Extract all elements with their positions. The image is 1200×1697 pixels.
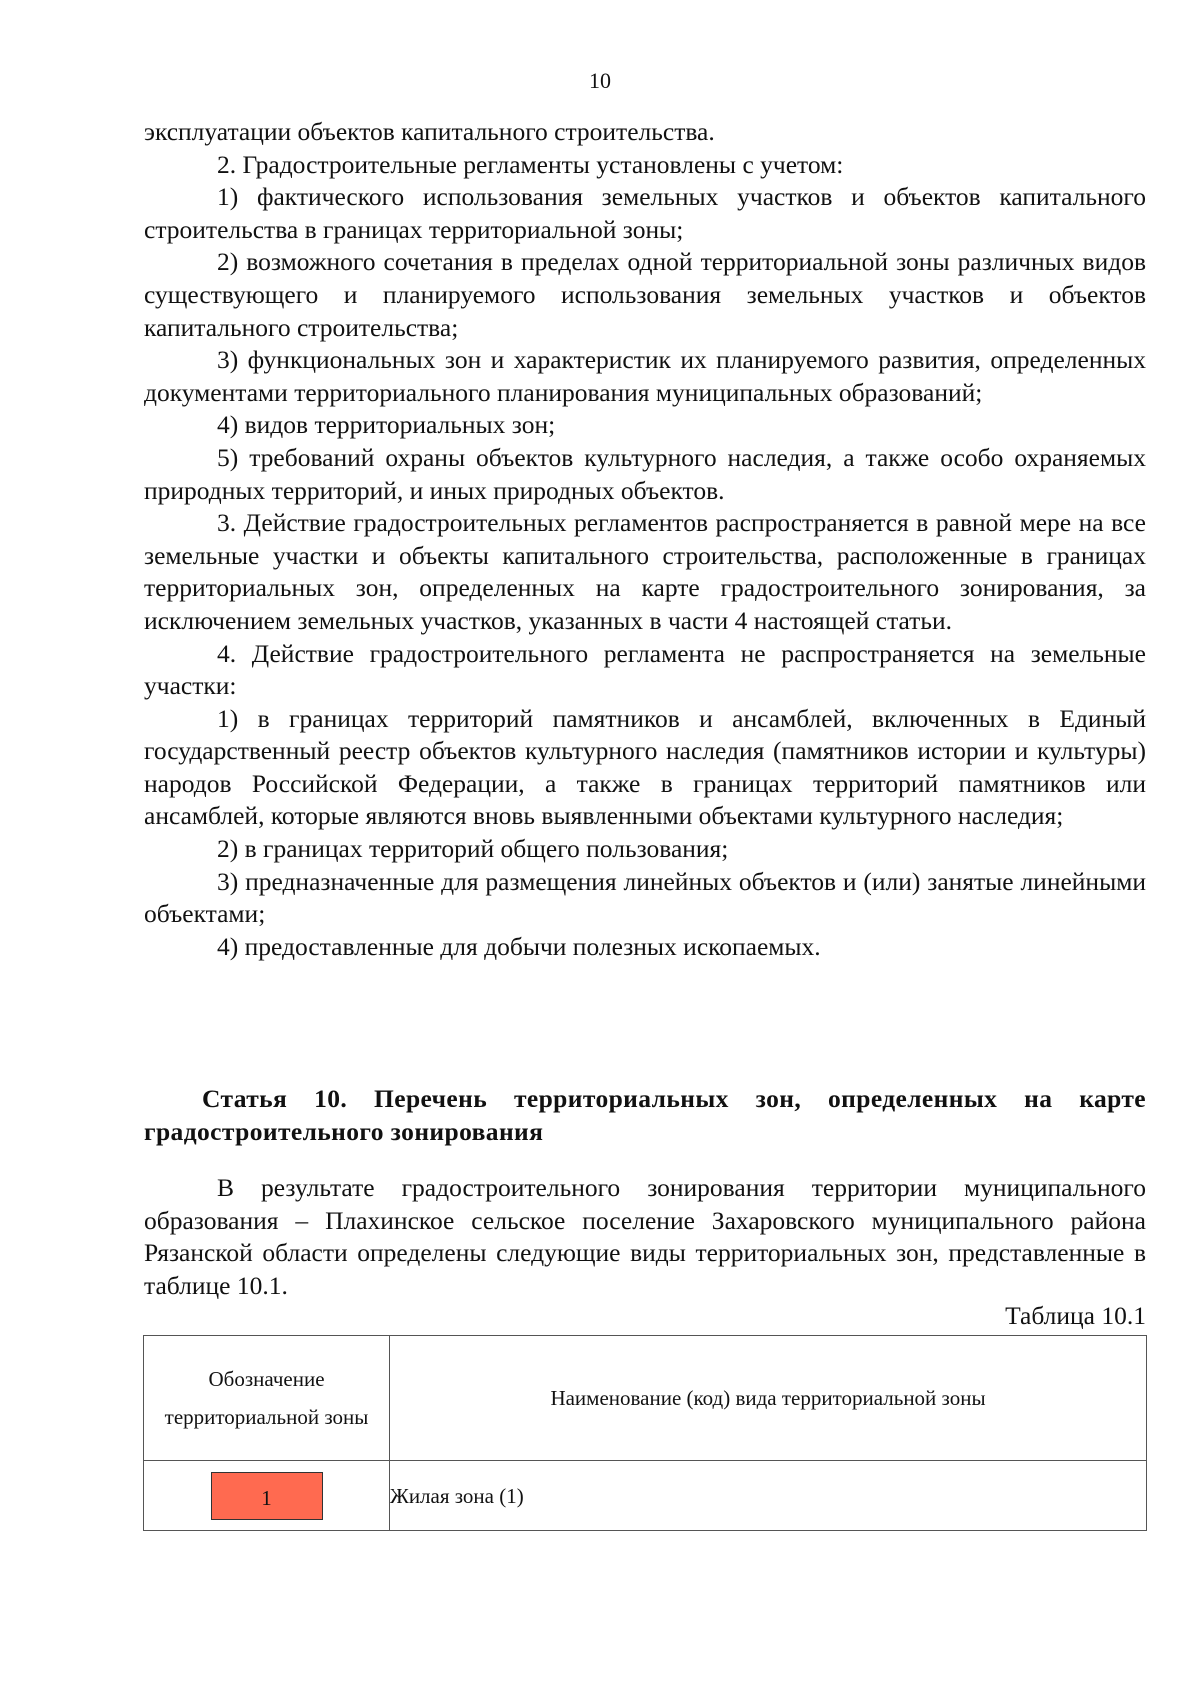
- list-item: 1) фактического использования земельных участков и объектов капитального строительства в границах территориальной зоны;: [144, 182, 1146, 244]
- zone-name-cell: Жилая зона (1): [390, 1461, 1147, 1531]
- zone-color-badge: 1: [211, 1472, 323, 1520]
- article-10-intro: В результате градостроительного зонирования территории муниципального образования – Плахинское сельское поселение Захаровского муниципального района Рязанской области определены следующие виды территориальных зон, представленные в таблице 10.1.: [144, 1173, 1146, 1300]
- table-header-row: [144, 1336, 1147, 1461]
- list-item: 5) требований охраны объектов культурного наследия, а также особо охраняемых природных территорий, и иных природных объектов.: [144, 442, 1146, 505]
- paragraph: 4. Действие градостроительного регламента не распространяется на земельные участки:: [144, 638, 1146, 701]
- list-item: 3) предназначенные для размещения линейных объектов и (или) занятые линейными объектами;: [144, 866, 1146, 929]
- header-zone-code: Обозначение территориальной зоны: [144, 1336, 390, 1461]
- paragraph: эксплуатации объектов капитального строительства.: [144, 117, 715, 146]
- list-item: 3) функциональных зон и характеристик их планируемого развития, определенных документами территориального планирования муниципальных образований;: [144, 345, 1146, 407]
- paragraph: 3. Действие градостроительных регламентов распространяется в равной мере на все земельные участки и объекты капитального строительства, расположенные в границах территориальных зон, определенных на карте градостроительного зонирования, за исключением земельных участков, указанных в части 4 настоящей статьи.: [144, 508, 1146, 635]
- list-item: 4) видов территориальных зон;: [217, 410, 556, 440]
- list-item: 2) возможного сочетания в пределах одной территориальной зоны различных видов существующего и планируемого использования земельных участков и объектов капитального строительства;: [144, 247, 1146, 342]
- zone-code-cell: [144, 1461, 390, 1531]
- paragraph: 2. Градостроительные регламенты установлены с учетом:: [217, 149, 844, 179]
- article-9-body: [144, 116, 1146, 963]
- article-10-title: Статья 10. Перечень территориальных зон, определенных на карте градостроительного зонирования: [144, 1084, 1146, 1146]
- header-zone-name: Наименование (код) вида территориальной зоны: [390, 1336, 1147, 1461]
- territorial-zones-table: [143, 1335, 1147, 1531]
- list-item: 2) в границах территорий общего пользования;: [217, 834, 729, 864]
- list-item: 1) в границах территорий памятников и ансамблей, включенных в Единый государственный реестр объектов культурного наследия (памятников истории и культуры) народов Российской Федерации, а также в границах территорий памятников или ансамблей, которые являются вновь выявленными объектами культурного наследия;: [144, 703, 1146, 831]
- page-number: 10: [589, 68, 611, 93]
- list-item: 4) предоставленные для добычи полезных ископаемых.: [217, 931, 821, 961]
- table-caption: Таблица 10.1: [1005, 1301, 1146, 1330]
- table-row: [144, 1461, 1147, 1531]
